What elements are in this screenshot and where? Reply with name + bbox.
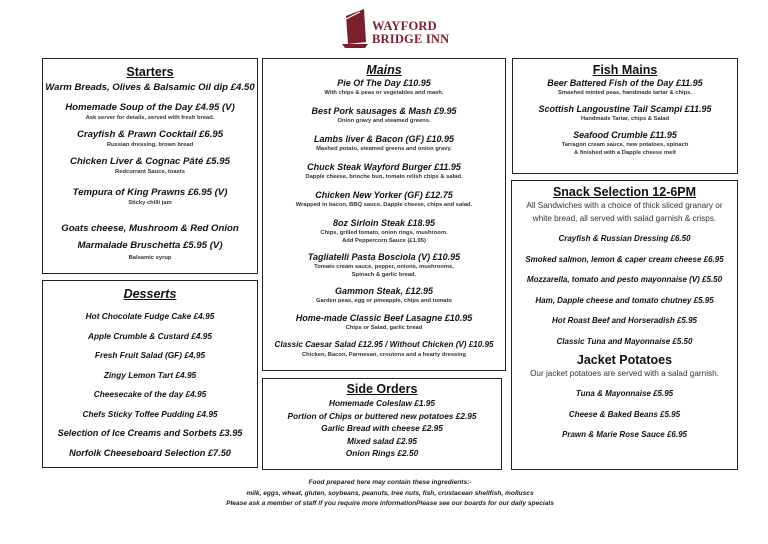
jacket-title: Jacket Potatoes [576,353,673,367]
snack-item: Crayfish & Russian Dressing £6.50 [558,234,691,243]
jacket-item: Cheese & Baked Beans £5.95 [568,409,681,419]
dessert-item: Norfolk Cheeseboard Selection £7.50 [69,447,231,458]
item-description: Dapple cheese, brioche bun, tomato relish chips & salad. [305,174,463,180]
jacket-item: Prawn & Marie Rose Sauce £6.95 [562,430,687,439]
item-description: Handmade Tartar, chips & Salad [580,116,670,122]
menu-item: Home-made Classic Beef Lasagne £10.95 [295,313,473,323]
snack-item: Classic Tuna and Mayonnaise £5.50 [556,336,693,346]
side-item: Portion of Chips or buttered new potatoes £2.95 [287,410,477,421]
menu-item: Homemade Soup of the Day £4.95 (V) [65,102,235,113]
menu-item: Tagliatelli Pasta Bosciola (V) £10.95 [307,252,461,262]
item-description: Tomato cream sauce, pepper, onions, mushrooms, [314,264,454,270]
item-description: & finished with a Dapple cheese melt [574,150,676,156]
item-description: Wrapped in bacon, BBQ sauce, Dapple cheese, chips and salad. [295,202,473,208]
menu-item: Best Pork sausages & Mash £9.95 [311,106,457,116]
brand-line2: BRIDGE INN [372,32,450,46]
snack-note: All Sandwiches with a choice of thick sliced granary or [526,201,723,210]
jacket-item: Tuna & Mayonnaise £5.95 [575,389,674,398]
mains-title: Mains [366,63,402,77]
item-description: Ask server for details, served with fresh bread. [85,115,215,121]
menu-item: 8oz Sirloin Steak £18.95 [332,218,436,228]
dessert-item: Zingy Lemon Tart £4.95 [103,369,197,380]
menu-item: Goats cheese, Mushroom & Red Onion [61,223,239,234]
footer-line: Please ask a member of staff if you require more informationPlease see our boards for our daily specials [226,500,554,507]
side-item: Homemade Coleslaw £1.95 [328,398,436,408]
item-description: Russian dressing, brown bread [106,142,194,148]
fish-title: Fish Mains [592,63,658,77]
allergen-footer [180,478,600,510]
menu-item-cont: Marmalade Bruschetta £5.95 (V) [77,240,223,251]
menu-item: Pie Of The Day £10.95 [337,78,431,88]
item-description: With chips & peas or vegetables and mash. [324,90,444,96]
dessert-item: Fresh Fruit Salad (GF) £4.95 [94,350,206,360]
item-description: Balsamic syrup [128,255,172,261]
brand-name [372,20,449,46]
dessert-item: Selection of Ice Creams and Sorbets £3.95 [57,428,243,438]
snack-item: Hot Roast Beef and Horseradish £5.95 [552,316,697,325]
dessert-item: Cheesecake of the day £4.95 [93,389,207,399]
menu-item: Chicken New Yorker (GF) £12.75 [315,190,453,200]
dessert-item: Chefs Sticky Toffee Pudding £4.95 [82,408,218,419]
dessert-item: Apple Crumble & Custard £4.95 [87,330,213,341]
menu-item: Crayfish & Prawn Cocktail £6.95 [76,129,224,140]
snack-item: Ham, Dapple cheese and tomato chutney £5.95 [535,295,714,305]
snack-title: Snack Selection 12-6PM [552,185,697,199]
item-description: Chips or Salad, garlic bread [345,325,423,331]
snack-section [511,180,738,470]
fish-section [512,58,738,174]
mains-section [262,58,506,371]
sides-section [262,378,502,470]
desserts-section [42,280,258,468]
item-description: Garden peas, egg or pineapple, chips and tomato [316,298,452,304]
menu-item: Beer Battered Fish of the Day £11.95 [547,78,703,88]
sides-title: Side Orders [346,382,418,396]
item-description: Add Peppercorn Sauce (£1.95) [342,238,426,244]
snack-item: Smoked salmon, lemon & caper cream cheese £6.95 [525,254,724,264]
menu-item: Chicken Liver & Cognac Pâté £5.95 [70,156,230,167]
menu-item: Scottish Langoustine Tail Scampi £11.95 [538,104,712,114]
side-item: Onion Rings £2.50 [345,448,419,458]
item-description: Tarragon cream sauce, new potatoes, spinach [561,142,689,148]
item-description: Onion gravy and steamed greens. [337,118,431,124]
item-description: Spinach & garlic bread. [351,272,417,278]
item-description: Mashed potato, steamed greens and onion gravy. [316,146,452,152]
menu-item: Classic Caesar Salad £12.95 / Without Chicken (V) £10.95 [274,340,494,349]
menu-item: Lambs liver & Bacon (GF) £10.95 [313,134,455,144]
item-description: Sticky chilli jam [128,200,172,206]
snack-item: Mozzarella, tomato and pesto mayonnaise (V) £5.50 [526,275,723,284]
item-description: Smashed minted peas, handmade tartar & chips. [557,90,692,96]
starters-section [42,58,258,274]
menu-item: Gammon Steak, £12.95 [334,286,434,296]
jacket-note: Our jacket potatoes are served with a salad garnish. [530,369,719,378]
side-item: Mixed salad £2.95 [346,435,418,446]
starters-title: Starters [126,65,174,79]
snack-note: white bread, all served with salad garnish & crisps. [532,214,717,223]
side-item: Garlic Bread with cheese £2.95 [321,423,443,433]
item-description: Redcurrant Sauce, toasts [115,169,185,175]
footer-line: milk, eggs, wheat, gluten, soybeans, peanuts, tree nuts, fish, crustacean shellfish, molluscs [246,489,534,497]
brand-line1: WAYFORD [372,19,437,33]
dessert-item: Hot Chocolate Fudge Cake £4.95 [85,311,215,321]
item-description: Chicken, Bacon, Parmesan, croutons and a hearty dressing [302,352,466,358]
menu-item: Seafood Crumble £11.95 [573,130,677,140]
menu-item: Chuck Steak Wayford Burger £11.95 [307,162,461,172]
desserts-title: Desserts [123,287,177,301]
footer-line: Food prepared here may contain these ingredients:- [308,479,472,486]
item-description: Chips, grilled tomato, onion rings, mushroom. [320,230,448,236]
menu-item: Warm Breads, Olives & Balsamic Oil dip £4.50 [45,82,255,93]
menu-item: Tempura of King Prawns £6.95 (V) [72,187,228,198]
